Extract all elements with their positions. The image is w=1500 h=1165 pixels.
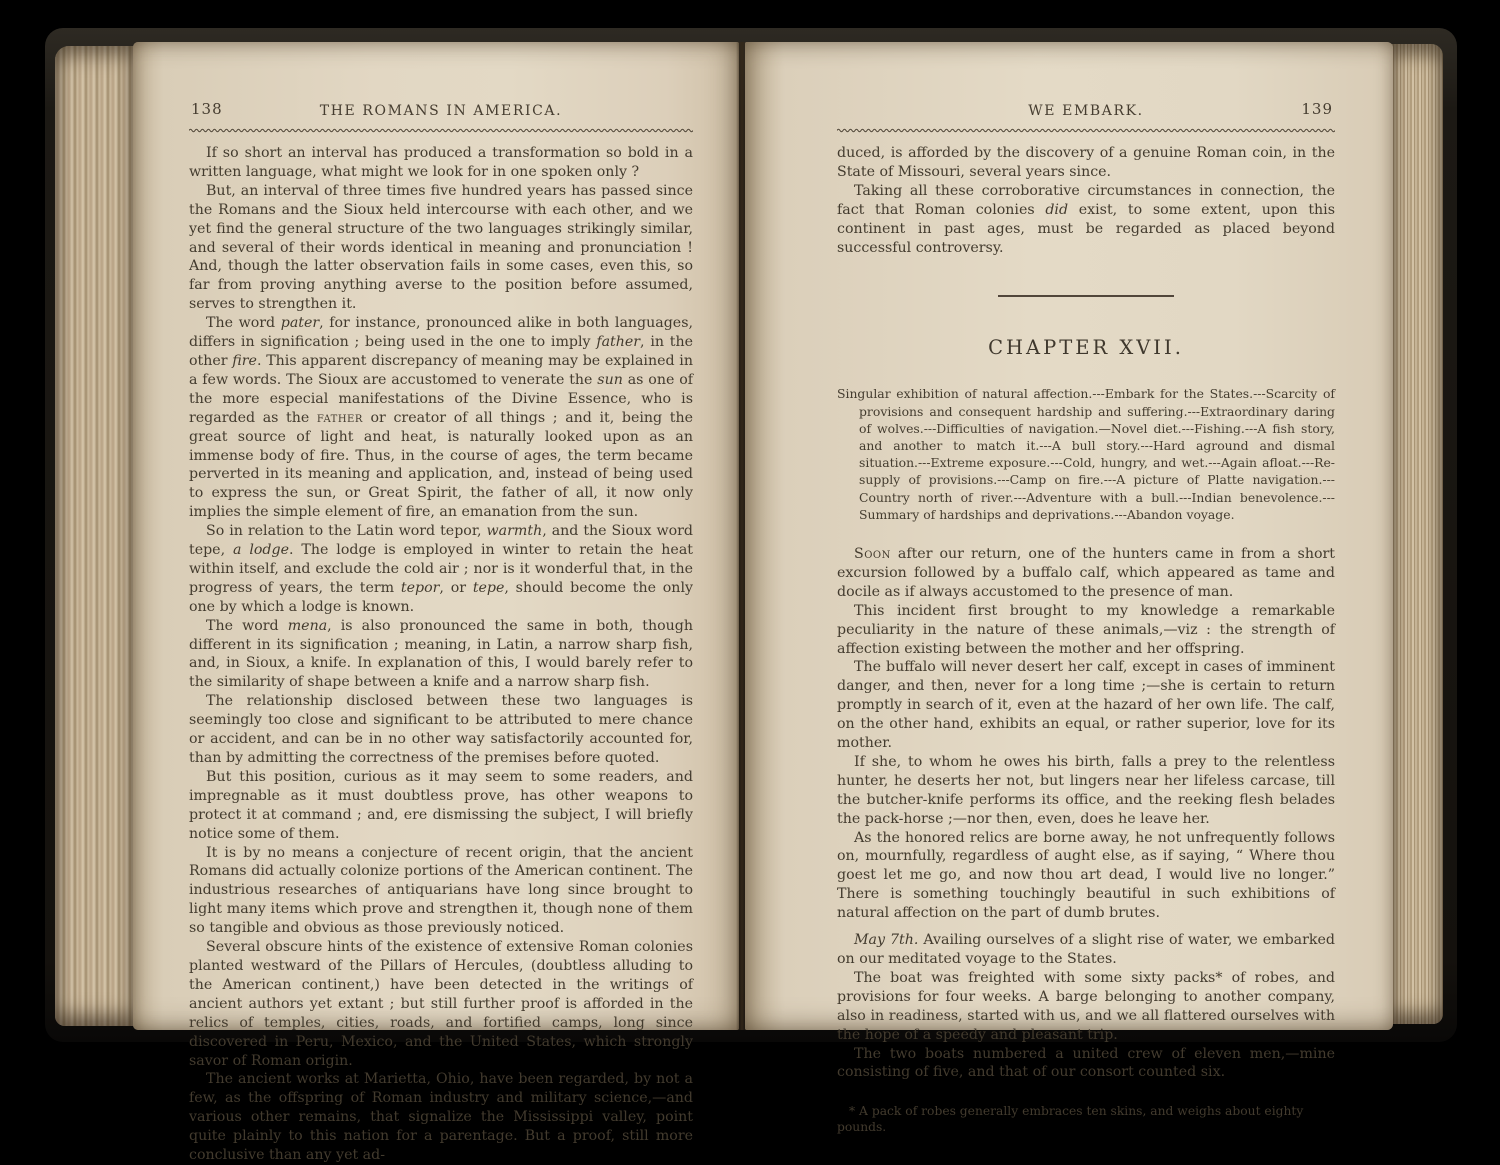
right-page-number: 139 (1301, 100, 1333, 118)
paragraph: It is by no means a conjecture of recent origin, that the ancient Romans did actually colonize portions of the American continent. The industrious researches of antiquarians have long since brought to light many items which prove and strengthen it, though none of them so tangible and obvious as those previously noticed. (189, 844, 693, 937)
right-page (745, 42, 1393, 1135)
right-page-content (837, 102, 1335, 1135)
paragraph: The ancient works at Marietta, Ohio, have been regarded, by not a few, as the offspring of Roman industry and military science,—and various other remains, that signalize the Mississippi valley, point quite plainly to this nation for a parentage. But a proof, still more conclusive than any yet ad- (189, 1071, 693, 1164)
footnote: * A pack of robes generally embraces ten skins, and weighs about eighty pounds. (837, 1104, 1304, 1135)
paragraph: The buffalo will never desert her calf, except in cases of imminent danger, and then, never for a long time ;—she is certain to return promptly in search of it, even at the hazard of her own life. The calf, on the other hand, exhibits an equal, or rather superior, love for its mother. (837, 659, 1335, 752)
paragraph: duced, is afforded by the discovery of a genuine Roman coin, in the State of Missouri, several years since. (837, 145, 1335, 180)
right-page-body-top (837, 144, 1335, 257)
paragraph: This incident first brought to my knowledge a remarkable peculiarity in the nature of these animals,—viz : the strength of affection existing between the mother and her offspring. (837, 602, 1335, 657)
left-page-body (189, 144, 693, 1165)
paragraph: So in relation to the Latin word tepor, warmth, and the Sioux word tepe, a lodge. The lodge is employed in winter to retain the heat within itself, and exclude the cold air ; nor is it wonderful that, in the progress of years, the term tepor, or tepe, should become the only one by which a lodge is known. (189, 523, 694, 615)
right-page-body (837, 545, 1335, 1082)
right-running-head: WE EMBARK. (1028, 103, 1144, 119)
wavy-rule-left (189, 127, 693, 133)
chapter-synopsis: Singular exhibition of natural affection.---Embark for the States.---Scarcity of provisions and consequent hardship and suffering.---Extraordinary daring of wolves.---Difficulties of navigation.—Novel diet.---Fishing.---A fish story, and another to match it.---A bull story.---Hard aground and dismal situation.---Extreme exposure.---Cold, hungry, and wet.---Again afloat.---Re-supply of provisions.---Camp on fire.---A picture of Platte navigation.---Country north of river.---Adventure with a bull.---Indian benevolence.---Summary of hardships and deprivations.---Abandon voyage. (837, 386, 1335, 522)
left-page (133, 42, 739, 1164)
paragraph: The relationship disclosed between these two languages is seemingly too close and significant to be attributed to mere chance or accident, and can be in no other way satisfactorily accounted for, than by admitting the correctness of the premises before quoted. (189, 693, 693, 766)
chapter-heading: CHAPTER XVII. (988, 336, 1184, 360)
paragraph: The word mena, is also pronounced the same in both, though different in its signification ; meaning, in Latin, a narrow sharp fish, and, in Sioux, a knife. In explanation of this, I would barely refer to the similarity of shape between a knife and a narrow sharp fish. (189, 617, 693, 691)
paragraph: Several obscure hints of the existence of extensive Roman colonies planted westward of the Pillars of Hercules, (doubtless alluding to the American continent,) have been detected in the writings of ancient authors yet extant ; but still further proof is afforded in the relics of temples, cities, roads, and fortified camps, long since discovered in Peru, Mexico, and the United States, which strongly savor of Roman origin. (189, 939, 693, 1069)
paragraph: If so short an interval has produced a transformation so bold in a written language, what might we look for in one spoken only ? (189, 145, 693, 180)
paragraph: The word pater, for instance, pronounced alike in both languages, differs in signification ; being used in the one to imply father, in the other fire. This apparent discrepancy of meaning may be explained in a few words. The Sioux are accustomed to venerate the sun as one of the more especial manifestations of the Divine Essence, who is regarded as the father or creator of all things ; and it, being the great source of light and heat, is naturally looked upon as an immense body of fire. Thus, in the course of ages, the term became perverted in its meaning and application, and, instead of being used to express the sun, or Great Spirit, the father of all, it now only implies the simple element of fire, an emanation from the sun. (189, 315, 693, 521)
paragraph: Taking all these corroborative circumstances in connection, the fact that Roman colonies did exist, to some extent, upon this continent in past ages, must be regarded as placed beyond successful controversy. (837, 182, 1335, 256)
page-stack-left-edge (55, 46, 135, 1026)
paragraph: If she, to whom he owes his birth, falls a prey to the relentless hunter, he deserts her not, but lingers near her lifeless carcase, till the butcher-knife performs its office, and the reeking flesh belades the pack-horse ;—nor then, even, does he leave her. (837, 753, 1335, 827)
left-page-content (189, 102, 693, 1165)
book (45, 28, 1457, 1164)
paragraph: May 7th. Availing ourselves of a slight rise of water, we embarked on our meditated voyage to the States. (837, 932, 1335, 967)
left-page-header (189, 102, 693, 122)
paragraph: The boat was freighted with some sixty packs* of robes, and provisions for four weeks. A barge belonging to another company, also in readiness, started with us, and we all flattered ourselves with the hope of a speedy and pleasant trip. (837, 969, 1335, 1043)
paragraph: Soon after our return, one of the hunters came in from a short excursion followed by a buffalo calf, which appeared as tame and docile as if always accustomed to the presence of man. (837, 545, 1335, 600)
chapter-divider-rule (998, 295, 1174, 297)
paragraph: But this position, curious as it may seem to some readers, and impregnable as it must doubtless prove, has other weapons to protect it at command ; and, ere dismissing the subject, I will briefly notice some of them. (189, 768, 693, 842)
paragraph: The two boats numbered a united crew of eleven men,—mine consisting of five, and that of our consort counted six. (837, 1045, 1335, 1081)
left-page-number: 138 (191, 100, 223, 118)
right-page-header (837, 102, 1335, 122)
page-stack-fore-edge (1391, 44, 1443, 1024)
paragraph: But, an interval of three times five hundred years has passed since the Romans and the Sioux held intercourse with each other, and we yet find the general structure of the two languages strikingly similar, and several of their words identical in meaning and pronunciation ! And, though the latter observation fails in some cases, even this, so far from proving anything averse to the position before assumed, serves to strengthen it. (189, 182, 693, 313)
left-running-head: THE ROMANS IN AMERICA. (319, 103, 563, 119)
paragraph: As the honored relics are borne away, he not unfrequently follows on, mournfully, regardless of aught else, as if saying, “ Where thou goest let me go, and now thou art dead, I would live no longer.” There is something touchingly beautiful in such exhibitions of natural affection on the part of dumb brutes. (837, 829, 1335, 922)
wavy-rule-right (837, 127, 1335, 133)
